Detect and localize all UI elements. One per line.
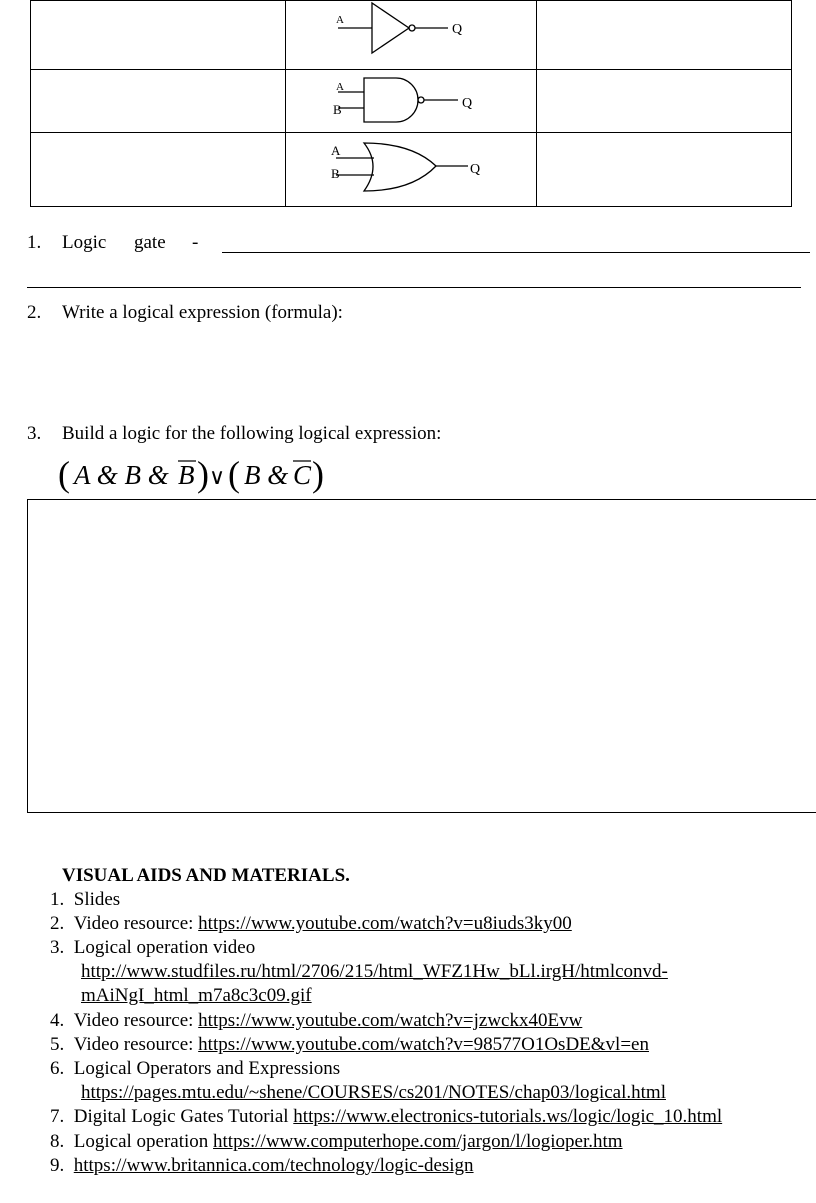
or-gate-icon xyxy=(286,133,536,207)
expr-part-2: B & xyxy=(244,460,289,490)
gate-cell-not xyxy=(286,1,537,70)
list-item: 2. Video resource: https://www.youtube.com/watch?v=u8iuds3ky00 xyxy=(50,913,572,934)
logical-expression xyxy=(58,452,338,498)
paren-close-2: ) xyxy=(312,454,324,494)
link[interactable]: https://www.britannica.com/technology/logic-design xyxy=(73,1155,474,1176)
drawing-answer-box[interactable] xyxy=(27,499,816,813)
paren-open-1: ( xyxy=(58,454,70,494)
list-item: 6. Logical Operators and Expressions xyxy=(50,1058,341,1079)
not-gate-icon xyxy=(286,1,536,70)
expr-part-1: A & B & xyxy=(74,460,169,490)
link[interactable]: https://www.youtube.com/watch?v=98577O1OsDE&vl=en xyxy=(198,1034,649,1055)
list-item: 8. Logical operation https://www.computerhope.com/jargon/l/logioper.htm xyxy=(50,1131,623,1152)
link[interactable]: http://www.studfiles.ru/html/2706/215/html_WFZ1Hw_bLl.irgH/htmlconvd- xyxy=(81,961,668,982)
link[interactable]: mAiNgI_html_m7a8c3c09.gif xyxy=(81,985,312,1006)
link[interactable]: https://www.youtube.com/watch?v=jzwckx40Evw xyxy=(198,1010,583,1031)
gate-cell-empty xyxy=(31,133,286,207)
link[interactable]: https://www.computerhope.com/jargon/l/logioper.htm xyxy=(213,1131,623,1152)
question-2-text: Write a logical expression (formula): xyxy=(62,302,343,323)
not-output-label: Q xyxy=(452,22,463,37)
list-item: 9. https://www.britannica.com/technology/logic-design xyxy=(50,1155,474,1176)
question-1-number: 1. xyxy=(27,232,42,253)
expr-bar-c: C xyxy=(293,460,312,490)
gate-cell-and xyxy=(286,70,537,133)
answer-line-2[interactable] xyxy=(27,287,801,288)
question-3-number: 3. xyxy=(27,423,42,444)
list-item: 1. Slides xyxy=(50,889,121,910)
question-1-dash: - xyxy=(192,232,199,253)
materials-heading: VISUAL AIDS AND MATERIALS. xyxy=(62,865,350,886)
paren-open-2: ( xyxy=(228,454,240,494)
gate-cell-or xyxy=(286,133,537,207)
question-3-text: Build a logic for the following logical expression: xyxy=(62,423,442,444)
and-input-a-label: A xyxy=(336,81,344,93)
and-gate-icon xyxy=(286,70,536,133)
link[interactable]: https://www.electronics-tutorials.ws/logic/logic_10.html xyxy=(293,1106,723,1127)
gate-cell-empty xyxy=(537,133,792,207)
list-item: 5. Video resource: https://www.youtube.com/watch?v=98577O1OsDE&vl=en xyxy=(50,1034,649,1055)
question-1-word-logic: Logic xyxy=(62,232,107,253)
question-2-number: 2. xyxy=(27,302,42,323)
link[interactable]: https://pages.mtu.edu/~shene/COURSES/cs201/NOTES/chap03/logical.html xyxy=(81,1082,666,1103)
gates-table xyxy=(30,0,792,207)
gate-cell-empty xyxy=(537,70,792,133)
list-item: 7. Digital Logic Gates Tutorial https://www.electronics-tutorials.ws/logic/logic_10.html xyxy=(50,1106,723,1127)
not-input-label: A xyxy=(336,14,344,26)
or-symbol: ∨ xyxy=(209,464,226,489)
and-output-label: Q xyxy=(462,96,473,111)
answer-line-1[interactable] xyxy=(222,252,810,253)
or-input-a-label: A xyxy=(331,143,341,158)
gate-cell-empty xyxy=(537,1,792,70)
expr-bar-b: B xyxy=(178,460,195,490)
gate-cell-empty xyxy=(31,1,286,70)
link[interactable]: https://www.youtube.com/watch?v=u8iuds3ky00 xyxy=(198,913,572,934)
paren-close-1: ) xyxy=(197,454,209,494)
or-output-label: Q xyxy=(470,162,481,177)
or-input-b-label: B xyxy=(331,166,340,181)
and-input-b-label: B xyxy=(333,102,342,117)
list-item: 3. Logical operation video xyxy=(50,937,256,958)
gate-cell-empty xyxy=(31,70,286,133)
list-item: 4. Video resource: https://www.youtube.com/watch?v=jzwckx40Evw xyxy=(50,1010,583,1031)
question-1-word-gate: gate xyxy=(134,232,166,253)
